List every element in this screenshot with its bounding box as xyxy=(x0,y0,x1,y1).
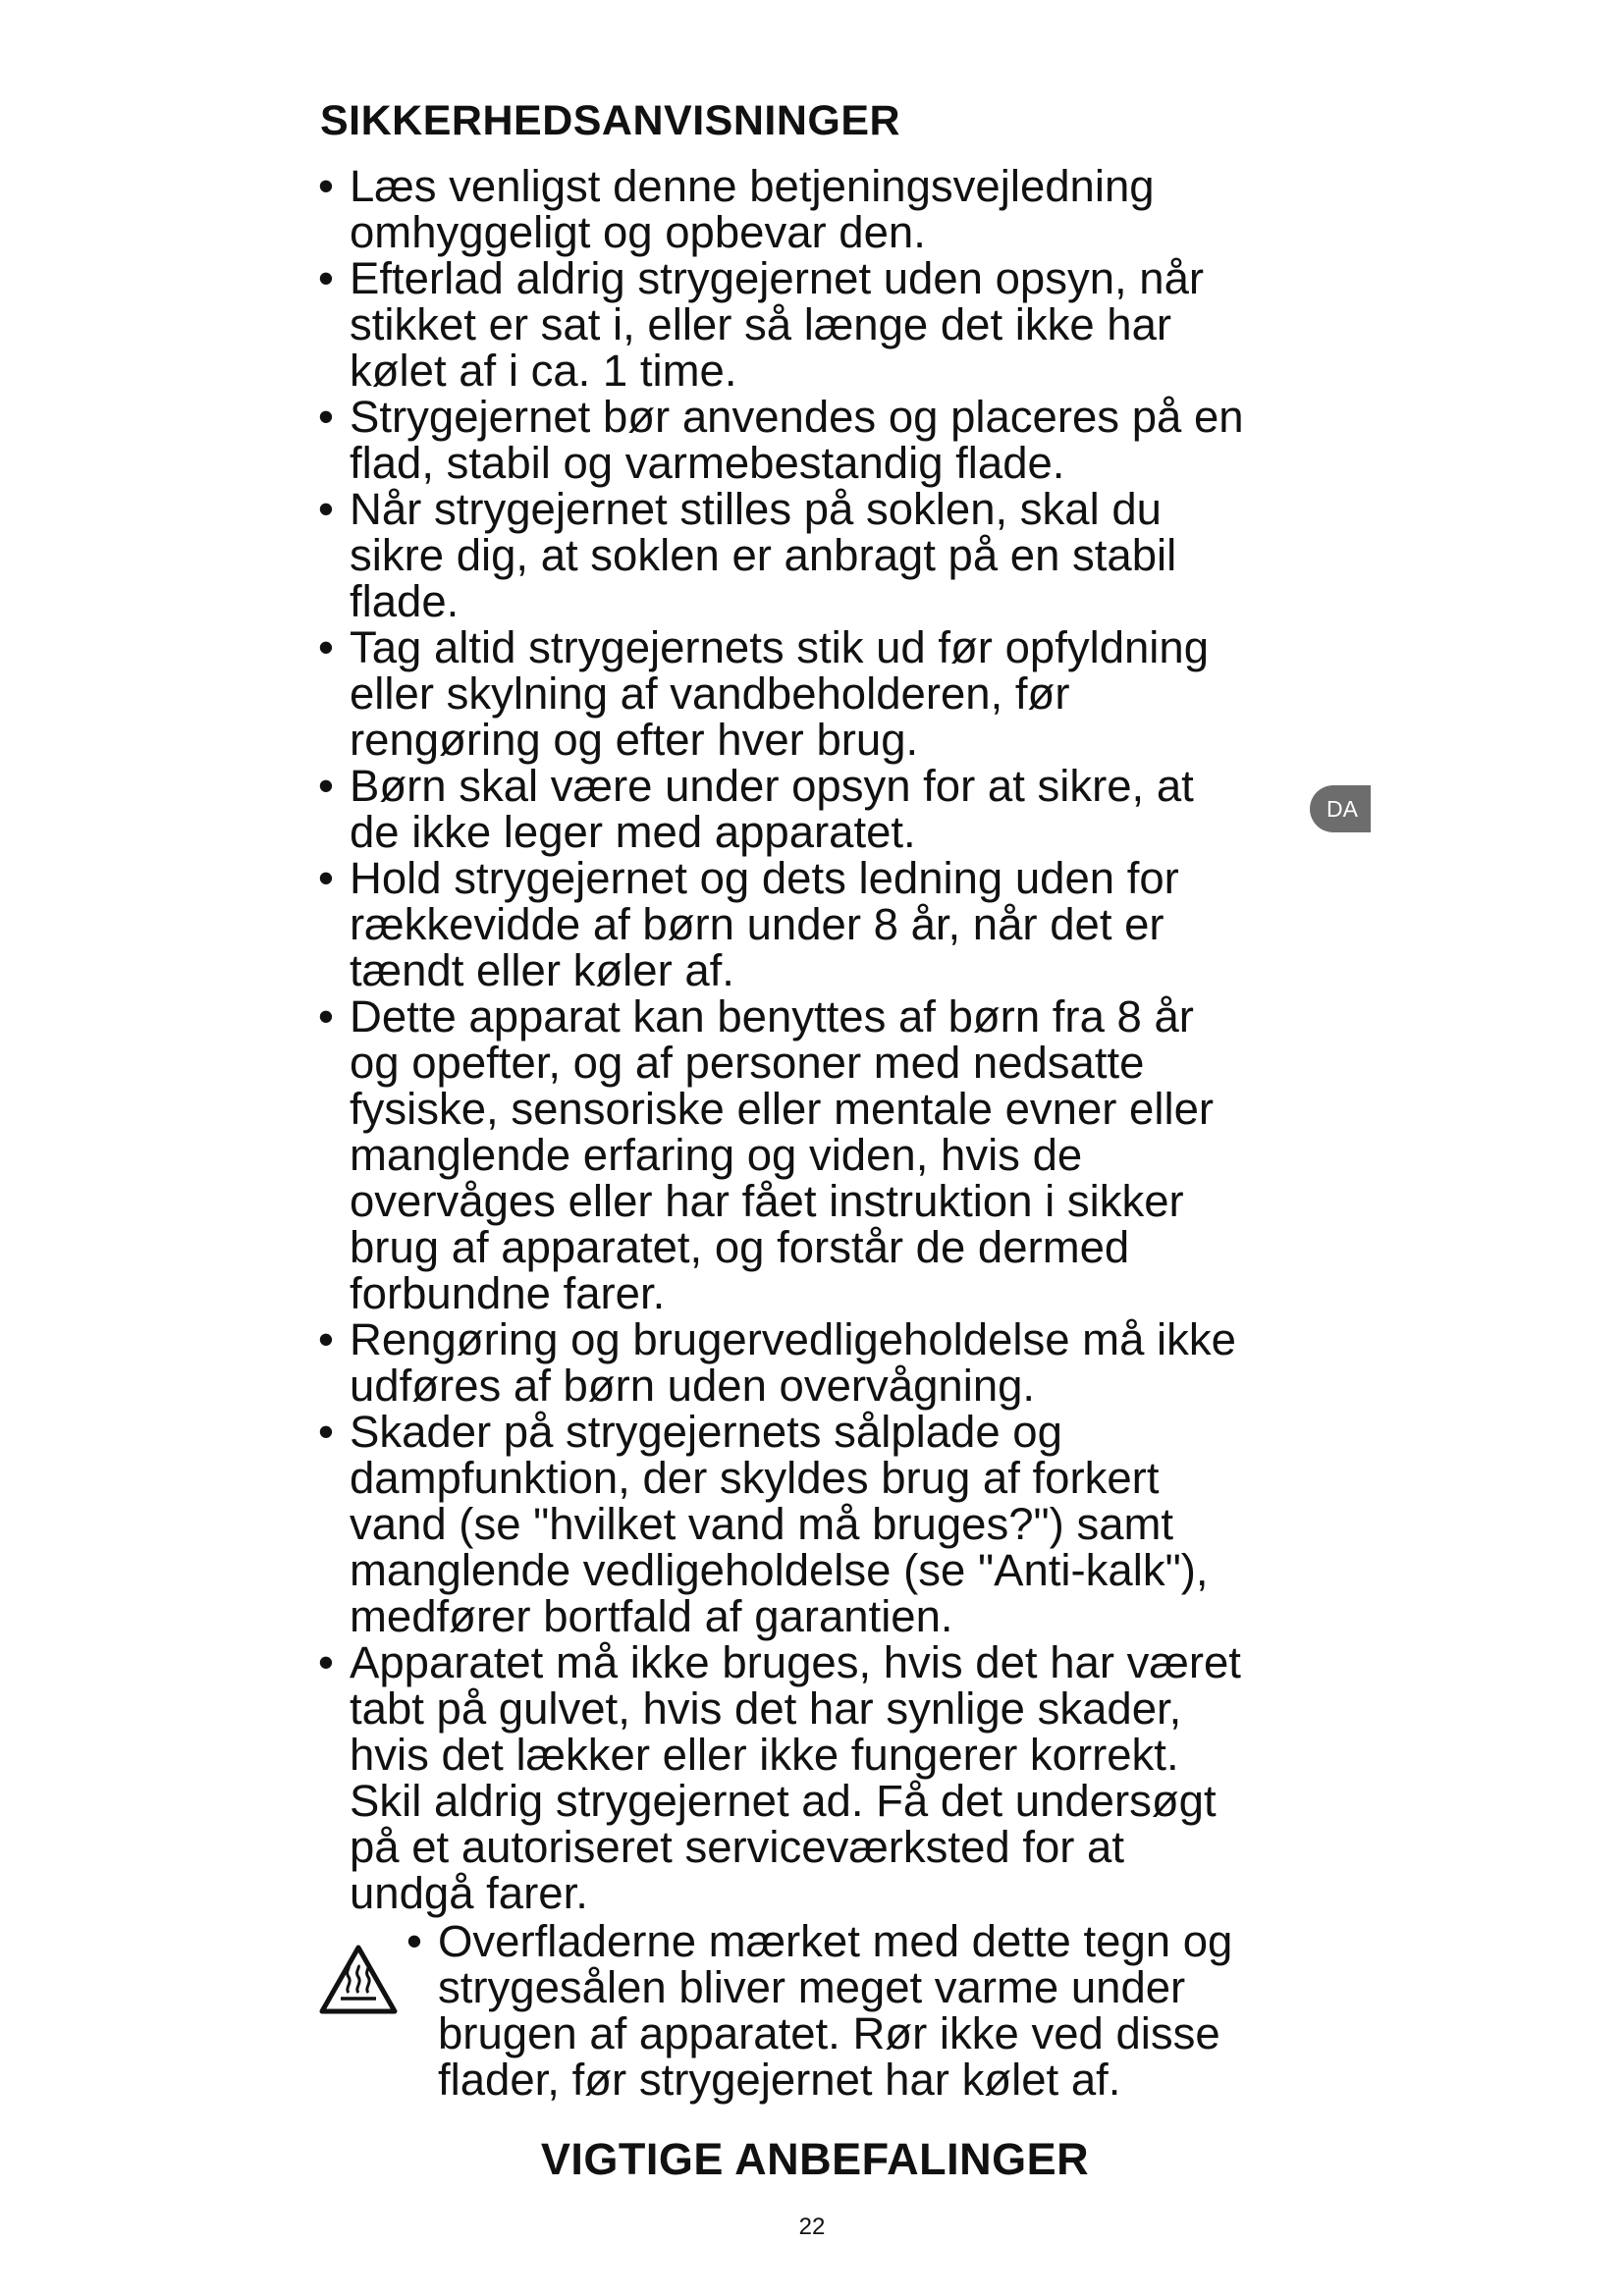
line: sikre dig, at soklen er anbragt på en stabil xyxy=(350,530,1177,580)
line: Overfladerne mærket med dette tegn og xyxy=(438,1916,1233,1966)
line: rækkevidde af børn under 8 år, når det er xyxy=(350,899,1164,949)
list-item xyxy=(316,486,1337,624)
line: medfører bortfald af garantien. xyxy=(350,1591,953,1641)
line: Læs venligst denne betjeningsvejledning xyxy=(350,161,1155,211)
bullet: • xyxy=(318,991,334,1041)
line: tabt på gulvet, hvis det har synlige skader, xyxy=(350,1683,1182,1734)
safety-list xyxy=(316,163,1337,1916)
bullet: • xyxy=(318,253,334,303)
line: Skader på strygejernets sålplade og xyxy=(350,1407,1062,1457)
line: og opefter, og af personer med nedsatte xyxy=(350,1038,1145,1088)
bullet: • xyxy=(318,484,334,534)
line: stikket er sat i, eller så længe det ikke har xyxy=(350,299,1172,349)
warning-text xyxy=(405,1918,1337,2103)
line: Efterlad aldrig strygejernet uden opsyn, når xyxy=(350,253,1205,303)
line: rengøring og efter hver brug. xyxy=(350,715,919,765)
line: undgå farer. xyxy=(350,1868,588,1918)
next-section-title: VIGTIGE ANBEFALINGER xyxy=(540,2134,1090,2184)
line: dampfunktion, der skyldes brug af forkert xyxy=(350,1453,1160,1503)
line: flader, før strygejernet har kølet af. xyxy=(438,2055,1121,2105)
bullet: • xyxy=(318,1637,334,1687)
bullet: • xyxy=(318,161,334,211)
line: fysiske, sensoriske eller mentale evner eller xyxy=(350,1084,1215,1134)
hot-surface-warning xyxy=(316,1918,1337,2114)
line: flade. xyxy=(350,576,460,626)
line: Børn skal være under opsyn for at sikre, at xyxy=(350,761,1194,811)
line: Dette apparat kan benyttes af børn fra 8 år xyxy=(350,991,1194,1041)
list-item xyxy=(316,855,1337,993)
line: strygesålen bliver meget varme under xyxy=(438,1962,1186,2012)
line: Skil aldrig strygejernet ad. Få det undersøgt xyxy=(350,1776,1217,1826)
line: Strygejernet bør anvendes og placeres på en xyxy=(350,392,1244,442)
bullet: • xyxy=(318,853,334,903)
line: overvåges eller har fået instruktion i sikker xyxy=(350,1176,1184,1226)
line: Tag altid strygejernets stik ud før opfyldning xyxy=(350,622,1210,672)
line: Apparatet må ikke bruges, hvis det har været xyxy=(350,1637,1241,1687)
list-item xyxy=(316,993,1337,1316)
list-item xyxy=(316,1409,1337,1639)
line: hvis det lækker eller ikke fungerer korrekt. xyxy=(350,1730,1179,1780)
bullet: • xyxy=(318,392,334,442)
line: omhyggeligt og opbevar den. xyxy=(350,207,926,257)
language-tab: DA xyxy=(1310,785,1371,832)
bullet: • xyxy=(318,1314,334,1364)
line: tændt eller køler af. xyxy=(350,945,734,995)
line: flad, stabil og varmebestandig flade. xyxy=(350,438,1065,488)
bullet: • xyxy=(318,761,334,811)
list-item xyxy=(316,763,1337,855)
line: manglende erfaring og viden, hvis de xyxy=(350,1130,1083,1180)
list-item xyxy=(316,255,1337,394)
line: manglende vedligeholdelse (se "Anti-kalk"), xyxy=(350,1545,1209,1595)
list-item xyxy=(316,1316,1337,1409)
line: kølet af i ca. 1 time. xyxy=(350,346,737,396)
line: Rengøring og brugervedligeholdelse må ikke xyxy=(350,1314,1236,1364)
line: Hold strygejernet og dets ledning uden for xyxy=(350,853,1179,903)
line: brug af apparatet, og forstår de dermed xyxy=(350,1222,1130,1272)
line: brugen af apparatet. Rør ikke ved disse xyxy=(438,2008,1220,2058)
list-item xyxy=(316,1639,1337,1916)
line: forbundne farer. xyxy=(350,1268,666,1318)
list-item xyxy=(316,394,1337,486)
line: de ikke leger med apparatet. xyxy=(350,807,916,857)
hot-surface-warning-icon xyxy=(319,1944,398,2014)
bullet: • xyxy=(406,1916,422,1966)
page-number: 22 xyxy=(798,2214,826,2240)
line: Når strygejernet stilles på soklen, skal du xyxy=(350,484,1162,534)
bullet: • xyxy=(318,1407,334,1457)
line: eller skylning af vandbeholderen, før xyxy=(350,668,1070,719)
section-title: SIKKERHEDSANVISNINGER xyxy=(320,97,901,144)
line: vand (se "hvilket vand må bruges?") samt xyxy=(350,1499,1174,1549)
line: udføres af børn uden overvågning. xyxy=(350,1361,1036,1411)
list-item xyxy=(316,624,1337,763)
bullet: • xyxy=(318,622,334,672)
list-item xyxy=(316,163,1337,255)
line: på et autoriseret serviceværksted for at xyxy=(350,1822,1125,1872)
